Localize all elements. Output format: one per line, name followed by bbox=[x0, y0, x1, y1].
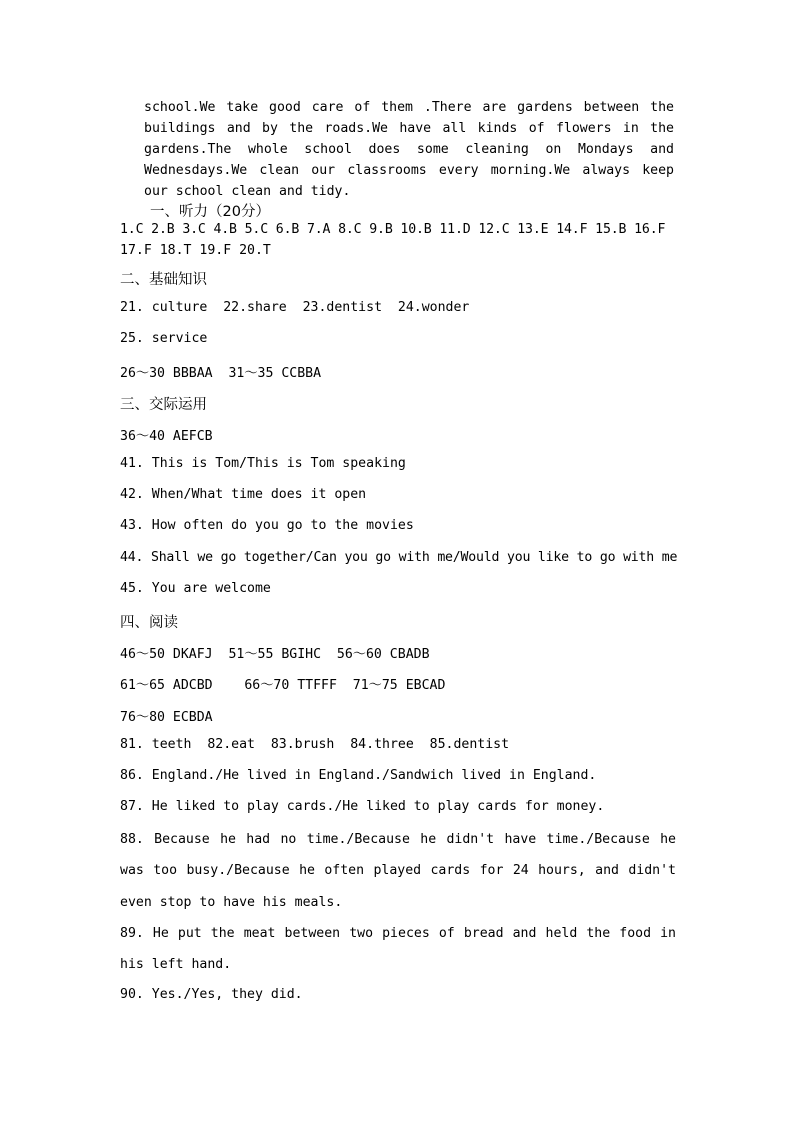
listening-answers-line-2: 17.F 18.T 19.F 20.T bbox=[120, 243, 271, 258]
reading-answer-line: 61～65 ADCBD 66～70 TTFFF 71～75 EBCAD bbox=[120, 678, 446, 693]
basics-answer-line: 26～30 BBBAA 31～35 CCBBA bbox=[120, 366, 322, 381]
reading-answer-88: 88. Because he had no time./Because he didn't have time./Because he was too busy./Because he often played cards for 24 hours, and didn't even stop to have his meals. bbox=[120, 832, 676, 910]
communication-answer-line: 45. You are welcome bbox=[120, 581, 271, 596]
passage-paragraph: school.We take good care of them .There are gardens between the buildings and by the roads.We have all kinds of flowers in the gardens.The whole school does some cleaning on Mondays and Wednesdays.We clean our classrooms every morning.We always keep our school clean and tidy. bbox=[144, 100, 674, 199]
listening-answers-line-1: 1.C 2.B 3.C 4.B 5.C 6.B 7.A 8.C 9.B 10.B 11.D 12.C 13.E 14.F 15.B 16.F bbox=[120, 222, 666, 237]
section-communication-heading: 三、交际运用 bbox=[120, 397, 207, 413]
communication-answer-line: 36～40 AEFCB bbox=[120, 429, 213, 444]
reading-answer-line: 86. England./He lived in England./Sandwich lived in England. bbox=[120, 768, 597, 783]
communication-answer-line: 44. Shall we go together/Can you go with me/Would you like to go with me bbox=[120, 550, 678, 565]
reading-answer-line: 81. teeth 82.eat 83.brush 84.three 85.dentist bbox=[120, 737, 510, 752]
communication-answer-line: 43. How often do you go to the movies bbox=[120, 518, 414, 533]
section-reading-heading: 四、阅读 bbox=[120, 615, 178, 631]
reading-answer-line: 46～50 DKAFJ 51～55 BGIHC 56～60 CBADB bbox=[120, 647, 430, 662]
basics-answer-line: 21. culture 22.share 23.dentist 24.wonder bbox=[120, 300, 470, 315]
reading-answer-line: 76～80 ECBDA bbox=[120, 710, 213, 725]
reading-answer-90: 90. Yes./Yes, they did. bbox=[120, 987, 303, 1002]
communication-answer-line: 41. This is Tom/This is Tom speaking bbox=[120, 456, 406, 471]
basics-answer-line: 25. service bbox=[120, 331, 208, 346]
reading-answer-line: 87. He liked to play cards./He liked to play cards for money. bbox=[120, 799, 605, 814]
reading-answer-89: 89. He put the meat between two pieces of bread and held the food in his left hand. bbox=[120, 926, 676, 973]
section-listening-heading: 一、听力（20分） bbox=[150, 204, 270, 220]
communication-answer-line: 42. When/What time does it open bbox=[120, 487, 367, 502]
section-basics-heading: 二、基础知识 bbox=[120, 272, 207, 288]
